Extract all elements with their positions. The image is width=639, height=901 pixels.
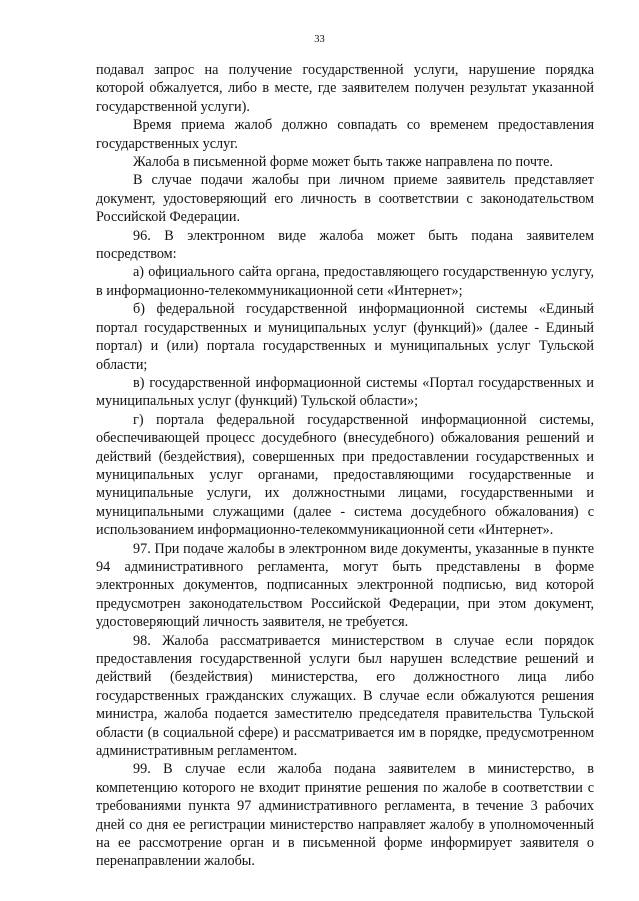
- paragraph-p8: г) портала федеральной государственной информационной системы, обеспечивающей процесс досудебного (внесудебного) обжалования решений и действий (бездействия), совершенных при предоставлении государственных и муниципальных услуг органами, предоставляющими государственные и муниципальные услуги, их должностными лицами, государственными и муниципальными служащими (далее - система досудебного обжалования) с использованием информационно-телекоммуникационной сети «Интернет».: [96, 411, 594, 539]
- paragraph-p10: 98. Жалоба рассматривается министерством в случае если порядок предоставления государственной услуги был нарушен вследствие решений и действий (бездействия) министерства, его должностного лица либо государственных гражданских служащих. В случае если обжалуются решения министра, жалоба подается заместителю председателя правительства Тульской области (в социальной сфере) и рассматривается им в порядке, предусмотренном административным регламентом.: [96, 632, 594, 760]
- paragraph-p5: а) официального сайта органа, предоставляющего государственную услугу, в информационно-телекоммуникационной сети «Интернет»;: [96, 264, 594, 299]
- paragraph-p3: В случае подачи жалобы при личном приеме заявитель представляет документ, удостоверяющий его личность в соответствии с законодательством Российской Федерации.: [96, 172, 594, 226]
- paragraph-p1: Время приема жалоб должно совпадать со временем предоставления государственных услуг.: [96, 117, 594, 152]
- paragraph-p11: 99. В случае если жалоба подана заявителем в министерство, в компетенцию которого не входит принятие решения по жалобе в соответствии с требованиями пункта 97 административного регламента, в течение 3 рабочих дней со дня ее регистрации министерство направляет жалобу в уполномоченный на ее рассмотрение орган и в письменной форме информирует заявителя о перенаправлении жалобы.: [96, 761, 594, 870]
- page-number: 33: [314, 34, 325, 45]
- paragraph-p0: подавал запрос на получение государственной услуги, нарушение порядка которой обжалуется, либо в месте, где заявителем получен результат указанной государственной услуги).: [96, 62, 594, 115]
- paragraph-p7: в) государственной информационной системы «Портал государственных и муниципальных услуг (функций) Тульской области»;: [96, 374, 594, 410]
- paragraph-p9: 97. При подаче жалобы в электронном виде документы, указанные в пункте 94 административного регламента, могут быть представлены в форме электронных документов, подписанных электронной подписью, вид которой предусмотрен законодательством Российской Федерации, при этом документ, удостоверяющий личность заявителя, не требуется.: [96, 540, 594, 631]
- paragraph-p6: б) федеральной государственной информационной системы «Единый портал государственных и муниципальных услуг (функций)» (далее - Единый портал) и (или) портала государственных и муниципальных услуг Тульской области;: [96, 301, 594, 373]
- document-body: [96, 61, 594, 871]
- paragraph-p4: 96. В электронном виде жалоба может быть подана заявителем посредством:: [96, 227, 594, 263]
- paragraph-p2: Жалоба в письменной форме может быть также направлена по почте.: [133, 154, 554, 171]
